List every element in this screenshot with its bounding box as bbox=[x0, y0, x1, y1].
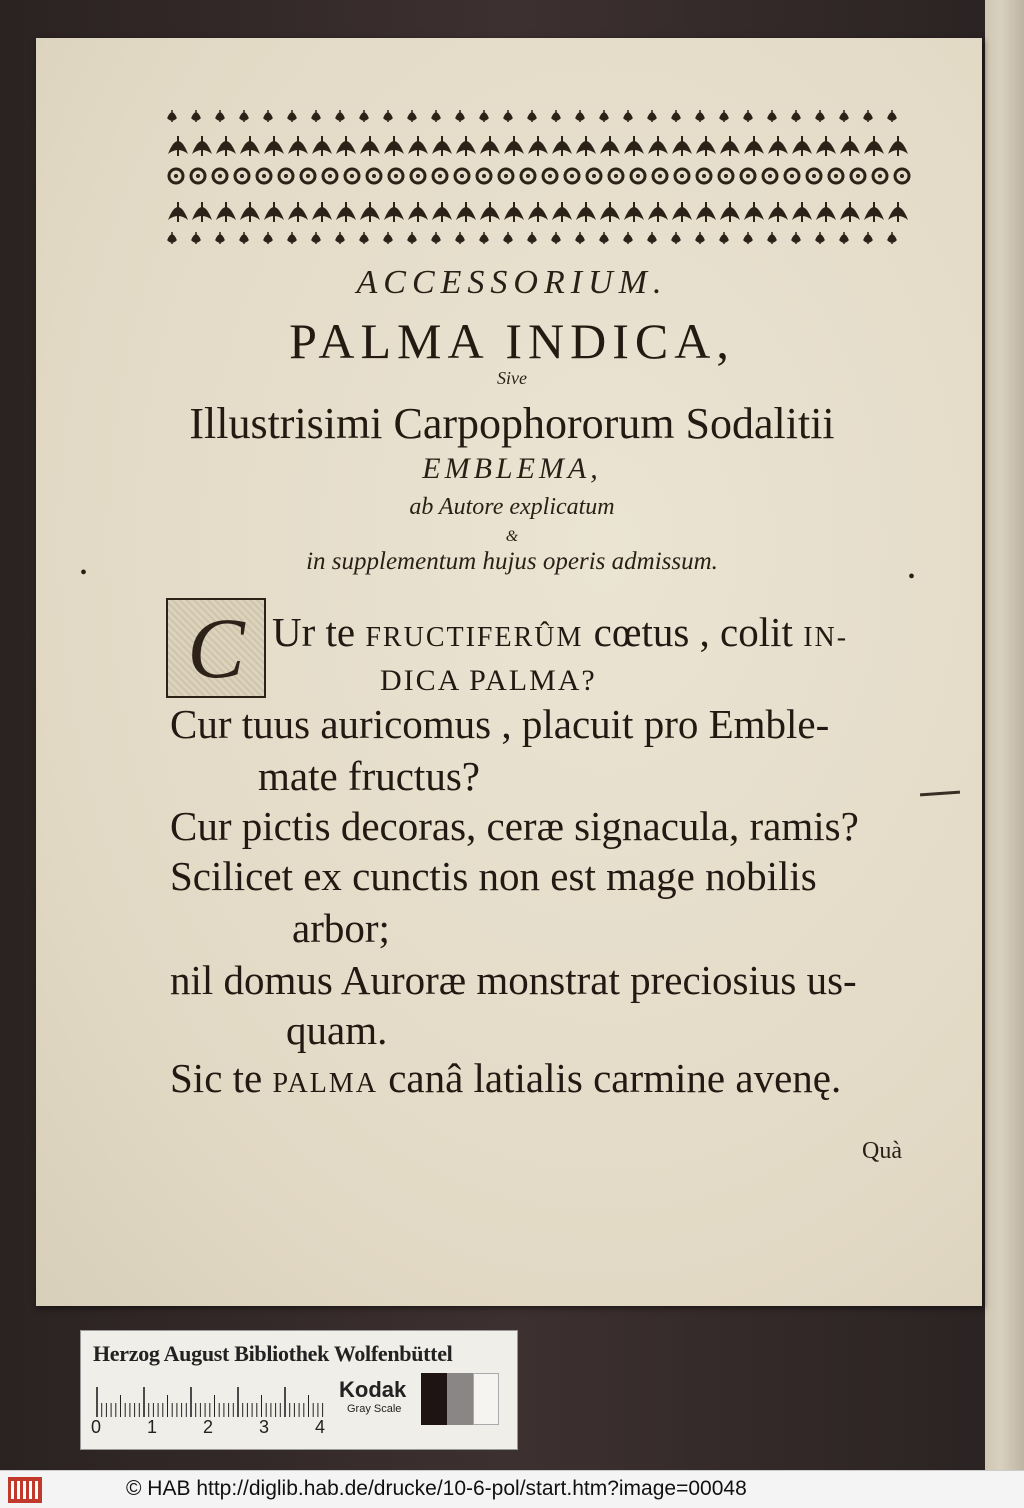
verse-text: cœtus , colit bbox=[583, 609, 804, 655]
verse-line-10 bbox=[170, 1054, 841, 1102]
gray-swatch-dark bbox=[421, 1373, 447, 1425]
emblema-line: EMBLEMA, bbox=[422, 452, 602, 485]
author-line: ab Autore explicatum bbox=[409, 494, 615, 520]
verse-text: Sic te bbox=[170, 1055, 273, 1101]
ruler-scale bbox=[93, 1383, 333, 1417]
verse-smallcaps: FRUCTIFERÛM bbox=[365, 622, 584, 653]
verse-smallcaps: PALMA bbox=[272, 1068, 378, 1099]
copyright-url: © HAB http://diglib.hab.de/drucke/10-6-pol/start.htm?image=00048 bbox=[126, 1477, 747, 1500]
sive-line: Sive bbox=[497, 368, 527, 388]
verse-text: canâ latialis carmine avenę. bbox=[377, 1055, 842, 1101]
verse-line-2: DICA PALMA? bbox=[380, 664, 597, 697]
subtitle: Illustrisimi Carpophororum Sodalitii bbox=[189, 399, 835, 448]
verse-smallcaps: IN- bbox=[803, 622, 849, 653]
ruler-label: 3 bbox=[259, 1417, 270, 1437]
verse-line-3: Cur tuus auricomus , placuit pro Emble- bbox=[170, 701, 830, 747]
ruler-label: 2 bbox=[203, 1417, 214, 1437]
ruler-label: 4 bbox=[315, 1417, 326, 1437]
gray-scale-label: Gray Scale bbox=[347, 1403, 402, 1415]
margin-mark: • bbox=[908, 566, 916, 588]
gray-swatch-mid bbox=[447, 1373, 473, 1425]
decorated-initial: C bbox=[166, 598, 266, 698]
footer-bar bbox=[0, 1470, 1024, 1508]
supplement-line: in supplementum hujus operis admissum. bbox=[306, 548, 718, 575]
ruler-labels bbox=[91, 1417, 351, 1441]
ornamental-border bbox=[160, 100, 916, 245]
margin-mark: • bbox=[80, 562, 88, 584]
kodak-brand: Kodak bbox=[339, 1377, 407, 1402]
hab-logo-icon bbox=[8, 1477, 42, 1503]
verse-line-9: quam. bbox=[286, 1007, 388, 1053]
gray-swatch-light bbox=[473, 1373, 499, 1425]
main-title: PALMA INDICA, bbox=[289, 313, 735, 369]
catchword: Quà bbox=[862, 1138, 902, 1164]
verse-line-1 bbox=[272, 608, 848, 656]
verse-line-8: nil domus Auroræ monstrat preciosius us- bbox=[170, 957, 857, 1003]
library-name: Herzog August Bibliothek Wolfenbüttel bbox=[93, 1341, 453, 1366]
library-color-card bbox=[80, 1330, 518, 1450]
verse-line-7: arbor; bbox=[292, 905, 390, 951]
facing-page-edge bbox=[985, 0, 1024, 1470]
ampersand-line: & bbox=[505, 528, 519, 545]
verse-line-5: Cur pictis decoras, ceræ signacula, ramis? bbox=[170, 803, 859, 849]
ruler-label: 0 bbox=[91, 1417, 102, 1437]
verse-line-4: mate fructus? bbox=[258, 753, 480, 799]
verse-line-6: Scilicet ex cunctis non est mage nobilis bbox=[170, 853, 817, 899]
verse-text: Ur te bbox=[272, 609, 366, 655]
page-heading: ACCESSORIUM. bbox=[356, 264, 668, 301]
ruler-label: 1 bbox=[147, 1417, 158, 1437]
